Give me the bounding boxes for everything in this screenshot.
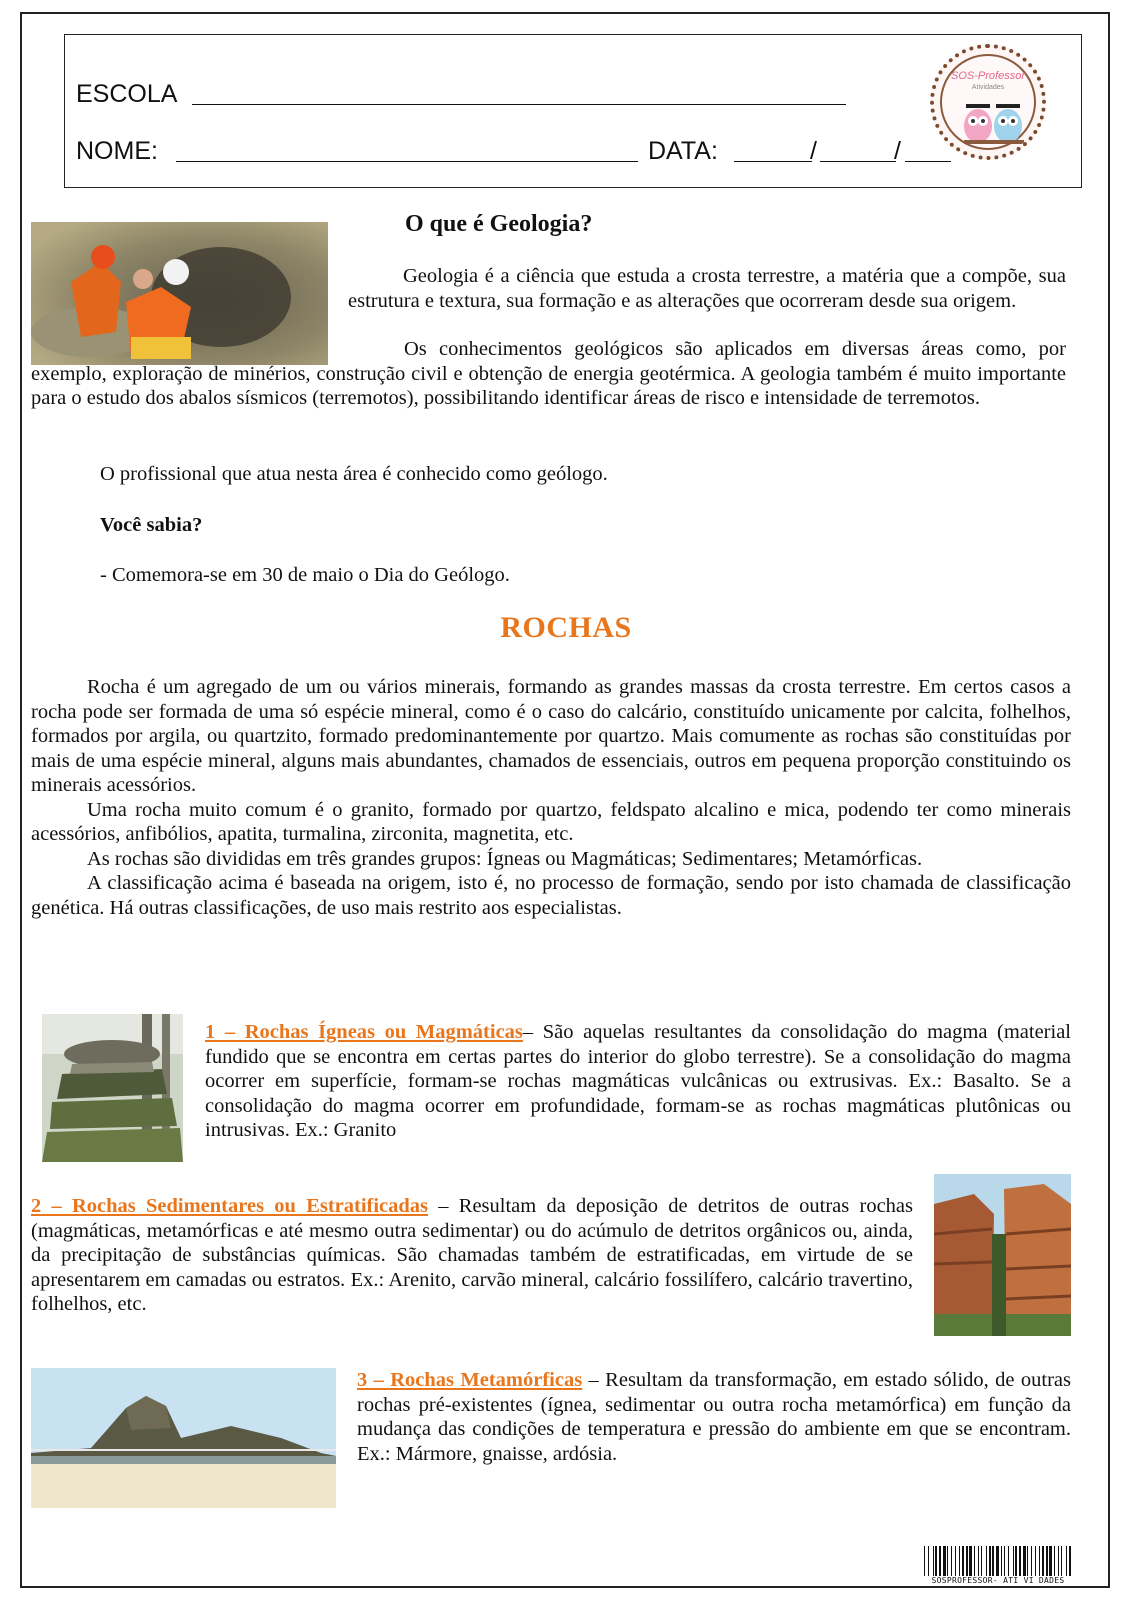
- logo-text: SOS-Professor: [951, 70, 1025, 82]
- school-label: ESCOLA: [76, 80, 178, 108]
- logo-subtext: Atividades: [971, 84, 1005, 91]
- rock-type-2: [31, 1194, 913, 1317]
- barcode-text: SOSPROFESSOR- ATI VI DADES: [931, 1576, 1065, 1585]
- date-day-line: [734, 161, 812, 162]
- rock-type-2-title: 2 – Rochas Sedimentares ou Estratificadas: [31, 1195, 429, 1217]
- sos-professor-logo: [930, 44, 1046, 160]
- rochas-title: ROCHAS: [500, 611, 632, 644]
- rock-type-3-title: 3 – Rochas Metamórficas: [357, 1369, 583, 1391]
- date-slash: /: [894, 137, 901, 165]
- logo-inner: [940, 54, 1036, 150]
- date-label: DATA:: [648, 137, 718, 165]
- geologia-paragraph-2: Os conhecimentos geológicos são aplicados em diversas áreas como, por exemplo, exploração de minérios, construção civil e obtenção de energia geotérmica. A geologia também é muito importante para o estudo dos abalos sísmicos (terremotos), possibilitando identificar áreas de risco e intensidade de terremotos.: [31, 338, 1066, 409]
- metamorphic-rock-photo: [31, 1368, 336, 1508]
- header-box: [64, 34, 1082, 188]
- geologia-paragraph-3: O profissional que atua nesta área é conhecido como geólogo.: [100, 463, 608, 485]
- rock-type-3-text: – Resultam da transformação, em estado sólido, de outras rochas pré-existentes (ígnea, sedimentar ou outra rocha metamórfica) em função da mudança das condições de temperatura e pressão do ambiente em que se encontram. Ex.: Mármore, gnaisse, ardósia.: [357, 1369, 1071, 1465]
- rochas-paragraph-4: A classificação acima é baseada na origem, isto é, no processo de formação, sendo por isto chamada de classificação genética. Há outras classificações, de uso mais restrito aos especialistas.: [31, 872, 1071, 919]
- igneous-rock-photo: [42, 1014, 183, 1162]
- rock-type-1-text: – São aquelas resultantes da consolidação do magma (material fundido que se encontra em certas partes do interior do globo terrestre). Se a consolidação do magma ocorrer em superfície, formam-se rochas magmáticas vulcânicas ou extrusivas. Ex.: Basalto. Se a consolidação do magma ocorrer em profundidade, formam-se as rochas magmáticas plutônicas ou intrusivas. Ex.: Granito: [205, 1021, 1071, 1141]
- rochas-paragraph-1: Rocha é um agregado de um ou vários minerais, formando as grandes massas da crosta terrestre. Em certos casos a rocha pode ser formada de uma só espécie mineral, como é o caso do calcário, constituído unicamente por calcita, folhelhos, formados por argila, ou quartzito, formado predominantemente por quartzo. Mais comumente as rochas são constituídas por mais de uma espécie mineral, alguns mais abundantes, chamados de essenciais, outros em pequena proporção constituindo os minerais acessórios.: [31, 676, 1071, 796]
- owls-icon: [956, 96, 1032, 146]
- date-slash: /: [810, 137, 817, 165]
- sedimentary-rock-photo: [934, 1174, 1071, 1336]
- geologia-body: [31, 337, 1066, 411]
- rock-type-1: [205, 1020, 1071, 1143]
- rochas-paragraph-3: As rochas são divididas em três grandes grupos: Ígneas ou Magmáticas; Sedimentares; Metamórficas.: [87, 847, 923, 870]
- school-line: [192, 104, 846, 105]
- date-year-line: [905, 161, 951, 162]
- name-line: [176, 161, 638, 162]
- rock-type-1-title: 1 – Rochas Ígneas ou Magmáticas: [205, 1021, 523, 1043]
- geologia-paragraph-1: Geologia é a ciência que estuda a crosta terrestre, a matéria que a compõe, sua estrutura e textura, sua formação e as alterações que ocorreram desde sua origem.: [348, 265, 1066, 312]
- barcode-icon: [924, 1546, 1072, 1576]
- name-label: NOME:: [76, 137, 158, 165]
- rochas-intro: [31, 675, 1071, 920]
- geologia-intro: [348, 264, 1066, 313]
- rock-type-3: [357, 1368, 1071, 1466]
- rock-type-2-text: – Resultam da deposição de detritos de outras rochas (magmáticas, metamórficas e até mesmo outra sedimentar) ou do acúmulo de detritos orgânicos ou, ainda, da precipitação de substâncias químicas. São chamadas também de estratificadas, em virtude de se apresentarem em camadas ou estratos. Ex.: Arenito, carvão mineral, calcário fossilífero, calcário travertino, folhelhos, etc.: [31, 1195, 913, 1315]
- date-month-line: [820, 161, 896, 162]
- rochas-paragraph-2: Uma rocha muito comum é o granito, formado por quartzo, feldspato alcalino e mica, podendo ter como minerais acessórios, anfibólios, apatita, turmalina, zirconita, magnetita, etc.: [31, 798, 1071, 845]
- geologist-day-fact: - Comemora-se em 30 de maio o Dia do Geólogo.: [100, 564, 510, 586]
- did-you-know-heading: Você sabia?: [100, 514, 203, 536]
- geologia-title: O que é Geologia?: [405, 211, 593, 237]
